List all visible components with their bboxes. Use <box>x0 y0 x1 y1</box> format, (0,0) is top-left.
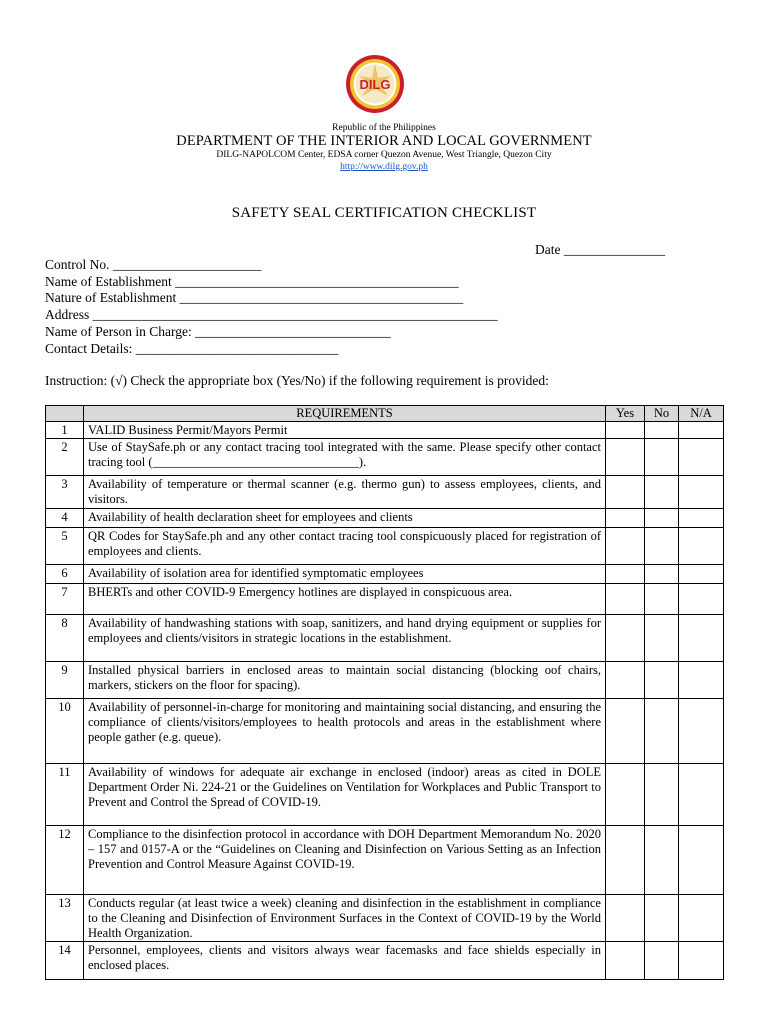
yes-checkbox[interactable] <box>606 764 645 826</box>
table-row <box>46 615 724 662</box>
na-checkbox[interactable] <box>679 565 724 584</box>
na-checkbox[interactable] <box>679 615 724 662</box>
yes-checkbox[interactable] <box>606 584 645 615</box>
table-row <box>46 895 724 942</box>
header-number <box>46 406 84 422</box>
na-checkbox[interactable] <box>679 509 724 528</box>
yes-checkbox[interactable] <box>606 528 645 565</box>
na-checkbox[interactable] <box>679 826 724 895</box>
table-row <box>46 565 724 584</box>
department-name: DEPARTMENT OF THE INTERIOR AND LOCAL GOVERNMENT <box>176 133 592 149</box>
row-requirement: Use of StaySafe.ph or any contact tracing tool integrated with the same. Please specify other contact tracing tool (_________________________________). <box>84 439 606 476</box>
table-row <box>46 942 724 980</box>
yes-checkbox[interactable] <box>606 826 645 895</box>
yes-checkbox[interactable] <box>606 662 645 699</box>
no-checkbox[interactable] <box>645 565 679 584</box>
requirements-table <box>45 405 724 980</box>
na-checkbox[interactable] <box>679 422 724 439</box>
header-yes: Yes <box>606 406 645 422</box>
table-header-row <box>46 406 724 422</box>
row-number: 10 <box>46 699 84 764</box>
na-checkbox[interactable] <box>679 476 724 509</box>
row-number: 12 <box>46 826 84 895</box>
no-checkbox[interactable] <box>645 699 679 764</box>
no-checkbox[interactable] <box>645 422 679 439</box>
row-number: 5 <box>46 528 84 565</box>
svg-text:DILG: DILG <box>359 77 391 92</box>
table-row <box>46 528 724 565</box>
yes-checkbox[interactable] <box>606 422 645 439</box>
date-field[interactable]: Date _______________ <box>535 242 666 257</box>
row-requirement: QR Codes for StaySafe.ph and any other contact tracing tool conspicuously placed for registration of employees and clients. <box>84 528 606 565</box>
row-requirement: Compliance to the disinfection protocol in accordance with DOH Department Memorandum No. 2020 – 157 and 0157-A or the “Guidelines on Cleaning and Disinfection on Various Setting as an Infection Prevention and Control Measure Against COVID-19. <box>84 826 606 895</box>
yes-checkbox[interactable] <box>606 615 645 662</box>
table-row <box>46 439 724 476</box>
yes-checkbox[interactable] <box>606 565 645 584</box>
table-row <box>46 509 724 528</box>
row-number: 3 <box>46 476 84 509</box>
no-checkbox[interactable] <box>645 615 679 662</box>
row-requirement: Availability of temperature or thermal scanner (e.g. thermo gun) to assess employees, clients, and visitors. <box>84 476 606 509</box>
table-row <box>46 699 724 764</box>
establishment-name-field[interactable]: Name of Establishment __________________________________________ <box>45 273 459 289</box>
row-number: 6 <box>46 565 84 584</box>
row-number: 9 <box>46 662 84 699</box>
no-checkbox[interactable] <box>645 942 679 980</box>
na-checkbox[interactable] <box>679 895 724 942</box>
establishment-nature-field[interactable]: Nature of Establishment __________________________________________ <box>45 290 464 306</box>
republic-label: Republic of the Philippines <box>332 123 436 133</box>
yes-checkbox[interactable] <box>606 942 645 980</box>
na-checkbox[interactable] <box>679 584 724 615</box>
row-requirement: Personnel, employees, clients and visitors always wear facemasks and face shields especially in enclosed places. <box>84 942 606 980</box>
no-checkbox[interactable] <box>645 764 679 826</box>
control-no-field[interactable]: Control No. ______________________ <box>45 257 262 272</box>
row-number: 2 <box>46 439 84 476</box>
row-number: 14 <box>46 942 84 980</box>
na-checkbox[interactable] <box>679 662 724 699</box>
table-row <box>46 584 724 615</box>
department-address: DILG-NAPOLCOM Center, EDSA corner Quezon Avenue, West Triangle, Quezon City <box>216 150 552 160</box>
table-row <box>46 422 724 439</box>
person-in-charge-field[interactable]: Name of Person in Charge: _____________________________ <box>45 323 391 339</box>
no-checkbox[interactable] <box>645 826 679 895</box>
yes-checkbox[interactable] <box>606 699 645 764</box>
row-requirement: BHERTs and other COVID-9 Emergency hotlines are displayed in conspicuous area. <box>84 584 606 615</box>
no-checkbox[interactable] <box>645 509 679 528</box>
table-row <box>46 662 724 699</box>
no-checkbox[interactable] <box>645 662 679 699</box>
instruction-text: Instruction: (√) Check the appropriate box (Yes/No) if the following requirement is provided: <box>45 373 549 388</box>
row-number: 8 <box>46 615 84 662</box>
row-requirement: Availability of windows for adequate air exchange in enclosed (indoor) areas as cited in DOLE Department Order Ni. 224-21 or the Guidelines on Ventilation for Workplaces and Public Transport to Prevent and Control the Spread of COVID-19. <box>84 764 606 826</box>
table-row <box>46 476 724 509</box>
website-link[interactable]: http://www.dilg.gov.ph <box>340 162 428 172</box>
no-checkbox[interactable] <box>645 439 679 476</box>
row-number: 11 <box>46 764 84 826</box>
contact-details-field[interactable]: Contact Details: ______________________________ <box>45 340 339 356</box>
yes-checkbox[interactable] <box>606 439 645 476</box>
establishment-fields <box>45 257 498 357</box>
page-title: SAFETY SEAL CERTIFICATION CHECKLIST <box>231 205 537 221</box>
table-row <box>46 826 724 895</box>
row-number: 1 <box>46 422 84 439</box>
no-checkbox[interactable] <box>645 584 679 615</box>
na-checkbox[interactable] <box>679 942 724 980</box>
row-requirement: Availability of personnel-in-charge for monitoring and maintaining social distancing, and ensuring the compliance of clients/visitors/employees to health protocols and areas in the establishment where people gather (e.g. queue). <box>84 699 606 764</box>
row-number: 7 <box>46 584 84 615</box>
na-checkbox[interactable] <box>679 764 724 826</box>
no-checkbox[interactable] <box>645 528 679 565</box>
header-requirements: REQUIREMENTS <box>84 406 606 422</box>
header-no: No <box>645 406 679 422</box>
row-number: 4 <box>46 509 84 528</box>
no-checkbox[interactable] <box>645 895 679 942</box>
row-requirement: Installed physical barriers in enclosed areas to maintain social distancing (blocking oof chairs, markers, stickers on the floor for spacing). <box>84 662 606 699</box>
row-requirement: Availability of health declaration sheet for employees and clients <box>84 509 606 528</box>
yes-checkbox[interactable] <box>606 476 645 509</box>
na-checkbox[interactable] <box>679 528 724 565</box>
row-requirement: Availability of isolation area for identified symptomatic employees <box>84 565 606 584</box>
address-field[interactable]: Address ____________________________________________________________ <box>45 307 498 323</box>
table-row <box>46 764 724 826</box>
no-checkbox[interactable] <box>645 476 679 509</box>
row-requirement: Availability of handwashing stations with soap, sanitizers, and hand drying equipment or supplies for employees and clients/visitors in strategic locations in the establishment. <box>84 615 606 662</box>
header-na: N/A <box>679 406 724 422</box>
yes-checkbox[interactable] <box>606 895 645 942</box>
na-checkbox[interactable] <box>679 699 724 764</box>
row-requirement: Conducts regular (at least twice a week) cleaning and disinfection in the establishment in compliance to the Cleaning and Disinfection of Environment Surfaces in the Context of COVID-19 by the World Health Organization. <box>84 895 606 942</box>
dilg-seal-logo <box>345 54 405 114</box>
na-checkbox[interactable] <box>679 439 724 476</box>
yes-checkbox[interactable] <box>606 509 645 528</box>
row-requirement: VALID Business Permit/Mayors Permit <box>84 422 606 439</box>
website-line <box>0 161 768 173</box>
row-number: 13 <box>46 895 84 942</box>
